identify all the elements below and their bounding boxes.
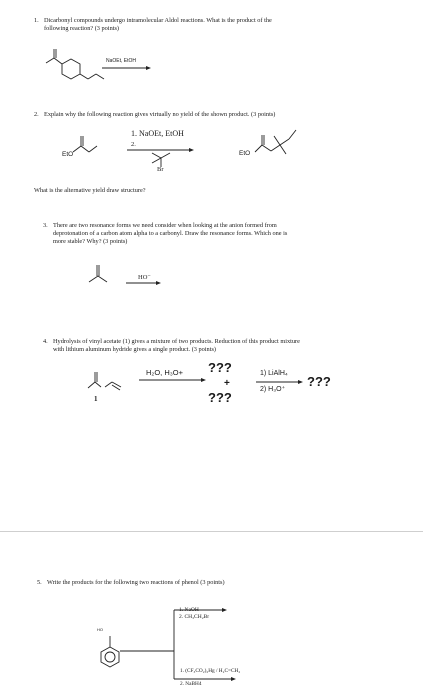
- q2-ester-structure: [73, 136, 97, 152]
- q5-upper-arrowhead: [222, 608, 227, 612]
- page-separator: [0, 531, 423, 532]
- q4-hydrolysis-arrowhead: [201, 378, 206, 382]
- question-4-text-line2: with lithium aluminum hydride gives a single product. (3 points): [53, 346, 216, 354]
- question-4-number: 4.: [43, 338, 48, 345]
- q2-reagent-step2: 2.: [131, 141, 136, 148]
- q2-reactant-eto: EtO: [62, 151, 74, 158]
- q4-unknown-product-top: ???: [208, 360, 232, 375]
- q5-lower-arrowhead: [231, 677, 236, 681]
- question-2: [34, 111, 404, 119]
- q4-unknown-final-product: ???: [307, 374, 331, 389]
- question-2-text: Explain why the following reaction gives virtually no yield of the shown product. (3 points): [44, 111, 276, 118]
- q4-reduction-arrowhead: [298, 380, 303, 384]
- question-5: [37, 579, 407, 587]
- q5-lower-step2: 2. NaBH4: [180, 681, 202, 687]
- q3-reagent-label: HO⁻: [138, 274, 151, 281]
- q4-unknown-product-bottom: ???: [208, 390, 232, 405]
- q4-plus-sign: +: [224, 378, 230, 389]
- q3-arrowhead: [156, 281, 161, 285]
- q1-reagent-label: NaOEt, EtOH: [106, 58, 137, 64]
- question-5-number: 5.: [37, 579, 42, 586]
- q2-reagent-step1: 1. NaOEt, EtOH: [131, 129, 184, 138]
- q5-upper-step1: 1. NaOH: [179, 607, 199, 613]
- q4-reduction-step1: 1) LiAlH₄: [260, 370, 288, 377]
- q4-vinyl-acetate-structure: [88, 372, 121, 390]
- q2-product-structure: [255, 130, 296, 154]
- q4-reduction-step2: 2) H₃O⁺: [260, 386, 286, 393]
- q2-bromide-label: Br: [157, 166, 164, 173]
- question-3-text-line3: more stable? Why? (3 points): [53, 238, 128, 246]
- question-3-text-line2: deprotonation of a carbon atom alpha to a carbonyl. Draw the resonance forms. Which one is: [53, 230, 288, 238]
- question-2-number: 2.: [34, 111, 39, 118]
- q3-ketone-structure: [89, 265, 107, 282]
- question-1-text-line2: following reaction? (3 points): [44, 25, 120, 33]
- q1-diketone-structure: [46, 49, 104, 79]
- question-3: [43, 222, 403, 247]
- q2-product-eto: EtO: [239, 150, 251, 157]
- q5-ho-label: HO: [97, 627, 103, 632]
- q2-tert-butyl-bromide: [152, 153, 170, 167]
- question-4-text-line1: Hydrolysis of vinyl acetate (1) gives a mixture of two products. Reduction of this product mixture: [53, 338, 300, 345]
- question-2-followup: What is the alternative yield draw structure?: [34, 187, 146, 194]
- question-3-text-line1: There are two resonance forms we need consider when looking at the anion formed from: [53, 222, 277, 229]
- question-4: [43, 338, 408, 354]
- q5-lower-step1: 1. (CF₃CO₂)₂Hg / H₂C=CH₂: [180, 668, 241, 674]
- q2-arrowhead: [189, 148, 194, 152]
- q1-arrowhead: [146, 66, 151, 70]
- q4-reagent-label: H₂O, H₃O+: [146, 368, 184, 377]
- question-1-number: 1.: [34, 17, 39, 24]
- question-5-text: Write the products for the following two reactions of phenol (3 points): [47, 579, 225, 586]
- q5-upper-step2: 2. CH₃CH₂Br: [179, 614, 210, 620]
- q4-compound-number: 1: [94, 395, 98, 403]
- question-3-number: 3.: [43, 222, 48, 229]
- question-1-text-line1: Dicarbonyl compounds undergo intramolecular Aldol reactions. What is the product of the: [44, 17, 272, 24]
- q5-phenol-structure: [101, 636, 119, 667]
